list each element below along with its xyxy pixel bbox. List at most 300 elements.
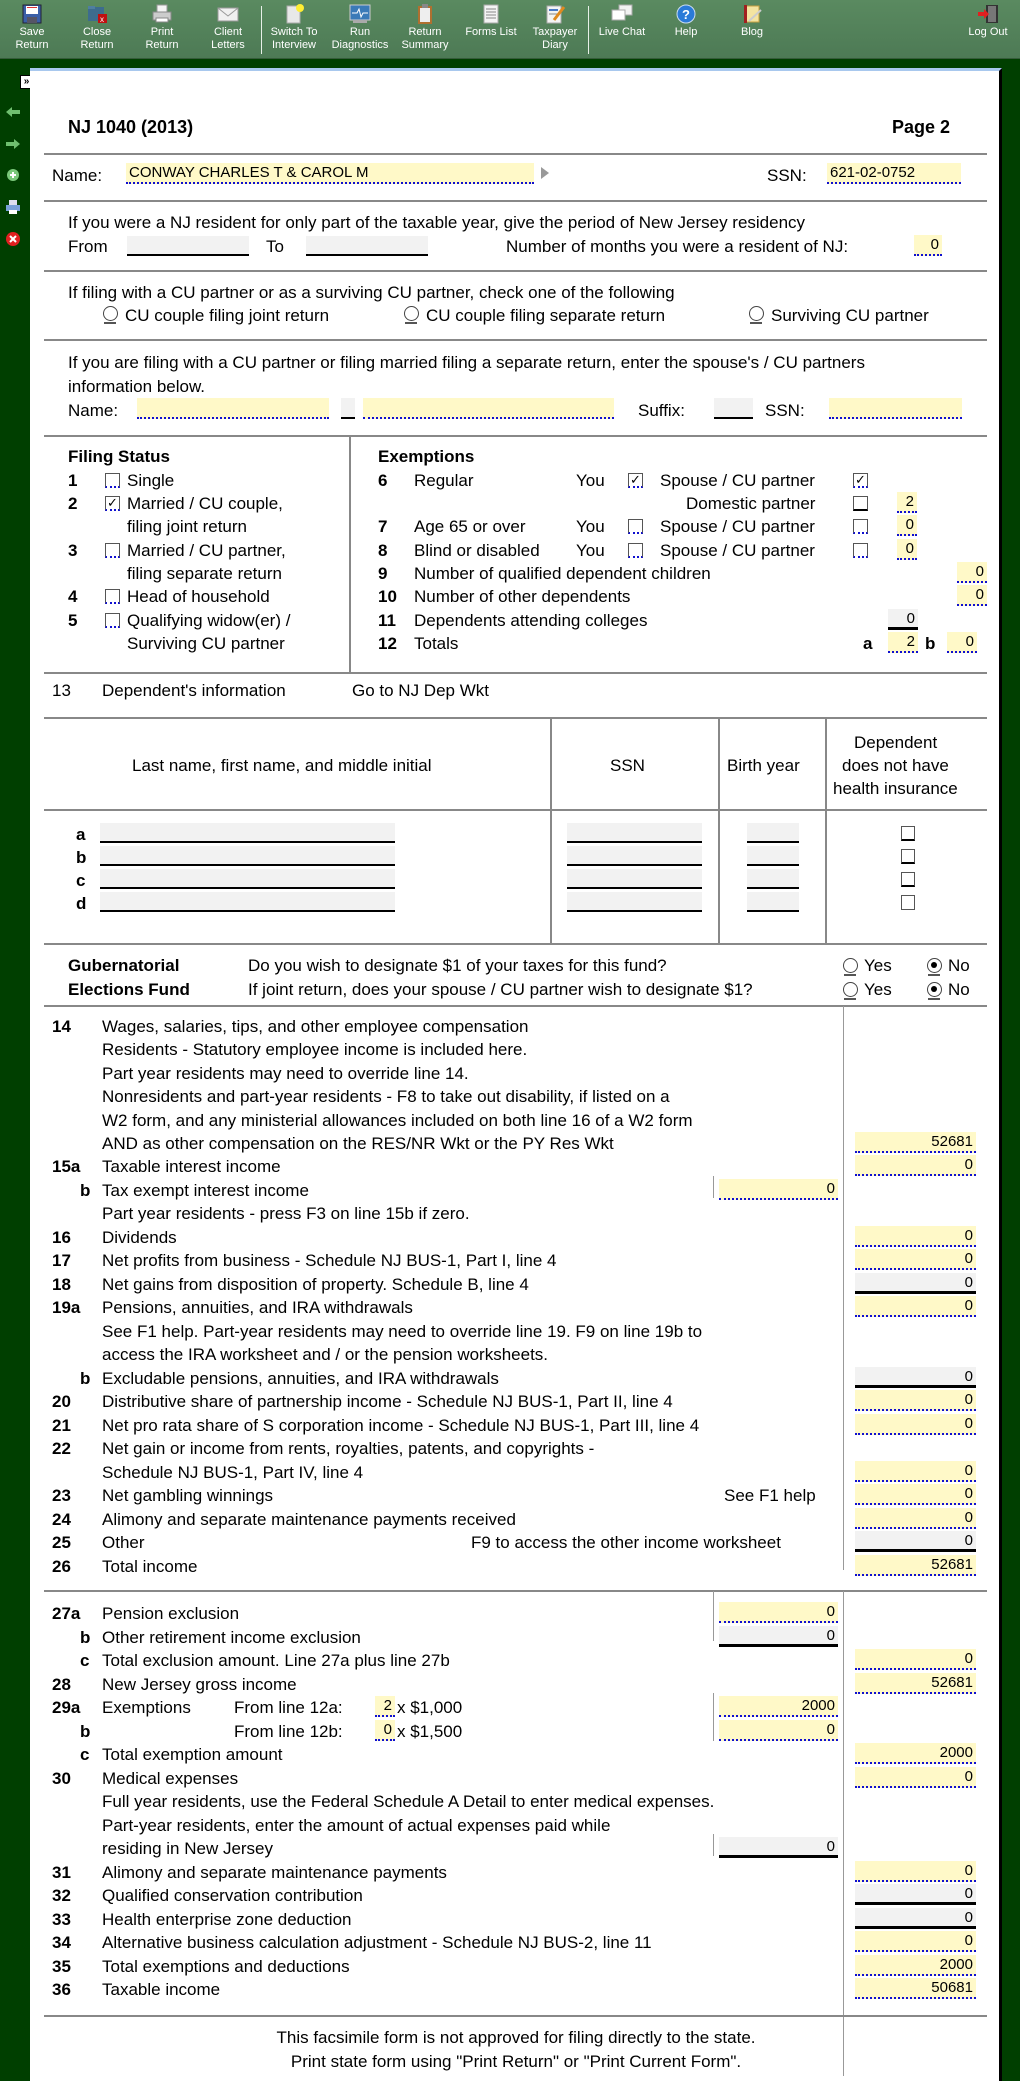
line-number: 24: [52, 1510, 71, 1529]
line-18-field[interactable]: 0: [855, 1273, 976, 1294]
divider: [44, 717, 987, 719]
live-chat-label: Live Chat: [598, 26, 646, 38]
dependents-birth-year-header: Birth year: [727, 756, 800, 775]
toolbar: [0, 0, 1020, 59]
line-27b-field[interactable]: 0: [719, 1626, 838, 1647]
line-number: 20: [52, 1392, 71, 1411]
dependent-b-ssn-field[interactable]: [567, 846, 702, 866]
line-29b-count-field[interactable]: 0: [375, 1720, 395, 1741]
svg-text:x: x: [100, 15, 104, 24]
line-29b-multiplier: x $1,500: [397, 1722, 463, 1741]
line-17-field[interactable]: 0: [855, 1249, 976, 1270]
dependent-d-ssn-field[interactable]: [567, 892, 702, 912]
blind-exemptions-count-field[interactable]: 0: [897, 539, 917, 560]
line-26-label: Total income: [102, 1557, 198, 1576]
spouse-last-name-field[interactable]: [363, 398, 614, 419]
exit-door-icon: [977, 4, 999, 24]
save-return-label: Save: [19, 26, 45, 38]
expand-panel-button[interactable]: »: [20, 75, 33, 89]
line-29a-field[interactable]: 2000: [719, 1696, 838, 1717]
residency-text: If you were a NJ resident for only part of the taxable year, give the period of New Jersey residency: [68, 213, 806, 232]
line-23-note: See F1 help: [724, 1486, 816, 1505]
dependent-row-letter: a: [76, 825, 86, 844]
line-27b-label: Other retirement income exclusion: [102, 1628, 361, 1647]
line-15b-note: Part year residents - press F3 on line 15b if zero.: [102, 1204, 470, 1223]
taxpayer-diary-label: Taxpayer: [532, 26, 578, 38]
close-return-button[interactable]: [67, 4, 127, 52]
line-number: 26: [52, 1557, 71, 1576]
client-letters-button[interactable]: [198, 4, 258, 52]
client-letters-label: Client: [213, 26, 243, 38]
cu-joint-label: CU couple filing joint return: [125, 306, 330, 325]
filing-status-heading: Filing Status: [68, 447, 170, 466]
return-summary-label-2: Summary: [401, 39, 449, 51]
spouse-text-1: If you are filing with a CU partner or filing married filing a separate return, enter the spouse's / CU partners: [68, 353, 865, 372]
dependents-name-header: Last name, first name, and middle initial: [132, 756, 432, 775]
divider: [44, 153, 987, 155]
line-number: 14: [52, 1017, 71, 1036]
line-28-label: New Jersey gross income: [102, 1675, 297, 1694]
filing-status-head-household-label: Head of household: [127, 587, 270, 606]
line-29a-count-field[interactable]: 2: [375, 1696, 395, 1717]
filing-status-married-joint-label-2: filing joint return: [127, 517, 248, 536]
divider: [44, 270, 987, 272]
line-number: 32: [52, 1886, 71, 1905]
line-22-label-2: Schedule NJ BUS-1, Part IV, line 4: [102, 1463, 364, 1482]
dependent-b-no-insurance-checkbox[interactable]: [901, 849, 915, 864]
line-19a-field[interactable]: 0: [855, 1296, 976, 1317]
from-label: From: [68, 237, 108, 256]
dependents-ssn-header: SSN: [610, 756, 645, 775]
list-document-icon: [480, 4, 502, 24]
line-21-label: Net pro rata share of S corporation income - Schedule NJ BUS-1, Part III, line 4: [102, 1416, 700, 1435]
line-number: 25: [52, 1533, 71, 1552]
return-summary-label: Return: [408, 26, 442, 38]
spouse-label: Spouse / CU partner: [660, 471, 815, 490]
you-label: You: [576, 471, 605, 490]
line-number: 35: [52, 1957, 71, 1976]
dependent-b-birth-year-field[interactable]: [747, 846, 799, 866]
forward-arrow-icon[interactable]: [5, 137, 21, 151]
line-19a-label: Pensions, annuities, and IRA withdrawals: [102, 1298, 413, 1317]
run-diagnostics-label-2: Diagnostics: [331, 39, 389, 51]
exemption-regular-label: Regular: [414, 471, 474, 490]
line-number: 29a: [52, 1698, 81, 1717]
close-return-label: Close: [82, 26, 112, 38]
yes-label: Yes: [864, 980, 892, 999]
line-number: 27a: [52, 1604, 81, 1623]
line-23-field[interactable]: 0: [855, 1484, 976, 1505]
blog-label: Blog: [740, 26, 764, 38]
line-21-field[interactable]: 0: [855, 1414, 976, 1435]
line-number: 36: [52, 1980, 71, 1999]
dependent-row-letter: b: [76, 848, 87, 867]
go-to-dep-wkt-link[interactable]: Go to NJ Dep Wkt: [352, 681, 489, 700]
left-rail: [0, 60, 28, 2081]
name-arrow-icon[interactable]: [540, 166, 550, 185]
line-28-gross-income-field[interactable]: 52681: [855, 1673, 976, 1694]
dependent-a-name-field[interactable]: [100, 823, 395, 843]
printer-icon[interactable]: [5, 200, 21, 214]
line-22-label: Net gain or income from rents, royalties, patents, and copyrights -: [102, 1439, 595, 1458]
line-32-field[interactable]: 0: [855, 1884, 976, 1905]
taxpayer-fund-no-radio[interactable]: [927, 958, 942, 973]
line-14-note-1: Residents - Statutory employee income is included here.: [102, 1040, 528, 1059]
cu-surviving-radio[interactable]: [749, 306, 764, 321]
line-number: 17: [52, 1251, 71, 1270]
column-divider: [825, 718, 827, 944]
dependent-c-birth-year-field[interactable]: [747, 869, 799, 889]
line-24-label: Alimony and separate maintenance payments received: [102, 1510, 516, 1529]
line-number: 34: [52, 1933, 71, 1952]
regular-exemptions-count-field[interactable]: 2: [897, 492, 917, 513]
exemptions-heading: Exemptions: [378, 447, 475, 466]
dependent-a-birth-year-field[interactable]: [747, 823, 799, 843]
line-34-label: Alternative business calculation adjustment - Schedule NJ BUS-2, line 11: [102, 1933, 652, 1952]
log-out-label: Log Out: [968, 26, 1008, 38]
line-15b-label: Tax exempt interest income: [102, 1181, 309, 1200]
dependents-insurance-header-2: does not have: [842, 756, 949, 775]
floppy-disk-icon: [21, 4, 43, 24]
line-27c-label: Total exclusion amount. Line 27a plus line 27b: [102, 1651, 450, 1670]
totals-b-label: b: [925, 634, 936, 653]
gubernatorial-title: Gubernatorial: [68, 956, 180, 975]
taxpayer-name-field[interactable]: CONWAY CHARLES T & CAROL M: [126, 163, 534, 184]
cu-separate-radio[interactable]: [404, 306, 419, 321]
line-number: 4: [68, 587, 78, 606]
dependent-d-no-insurance-checkbox[interactable]: [901, 895, 915, 910]
line-number: 6: [378, 471, 388, 490]
line-27a-label: Pension exclusion: [102, 1604, 240, 1623]
line-17-label: Net profits from business - Schedule NJ BUS-1, Part I, line 4: [102, 1251, 557, 1270]
divider: [44, 2015, 987, 2017]
months-label: Number of months you were a resident of NJ:: [506, 237, 849, 256]
filing-status-married-joint-checkbox[interactable]: ✓: [105, 496, 120, 511]
folder-close-icon: [86, 4, 108, 24]
age-exemptions-count-field[interactable]: 0: [897, 515, 917, 536]
filing-status-head-household-checkbox[interactable]: [105, 589, 120, 604]
gubernatorial-question-1: Do you wish to designate $1 of your taxes for this fund?: [248, 956, 667, 975]
filing-status-married-separate-label-2: filing separate return: [127, 564, 282, 583]
toolbar-separator-2: [588, 6, 589, 54]
dependent-row-letter: c: [76, 871, 86, 890]
dependent-c-no-insurance-checkbox[interactable]: [901, 872, 915, 887]
help-question-icon: [675, 4, 697, 24]
residency-from-field[interactable]: [127, 236, 249, 256]
field-divider: [713, 1834, 714, 1856]
qualified-children-label: Number of qualified dependent children: [414, 564, 711, 583]
spouse-middle-initial-field[interactable]: [341, 398, 355, 419]
help-button[interactable]: [656, 4, 716, 39]
line-number: 2: [68, 494, 78, 513]
add-circle-icon[interactable]: [5, 168, 21, 182]
dependents-label: Dependent's information: [102, 681, 286, 700]
dependent-c-ssn-field[interactable]: [567, 869, 702, 889]
form-page: [30, 68, 1002, 2081]
line-25-field[interactable]: 0: [855, 1531, 976, 1552]
cu-separate-label: CU couple filing separate return: [426, 306, 666, 325]
blind-you-checkbox[interactable]: [628, 543, 643, 558]
print-return-label-2: Return: [145, 39, 179, 51]
line-number: 10: [378, 587, 397, 606]
qualified-children-field[interactable]: 0: [957, 562, 987, 583]
totals-a-field[interactable]: 2: [888, 632, 918, 653]
line-36-label: Taxable income: [102, 1980, 221, 1999]
line-20-field[interactable]: 0: [855, 1390, 976, 1411]
save-return-button[interactable]: [2, 4, 62, 52]
dependent-d-birth-year-field[interactable]: [747, 892, 799, 912]
printer-icon: [151, 4, 173, 24]
footer-print-instructions: Print state form using "Print Return" or "Print Current Form".: [290, 2052, 742, 2071]
clipboard-icon: [414, 4, 436, 24]
other-dependents-label: Number of other dependents: [414, 587, 631, 606]
forms-list-button[interactable]: [461, 4, 521, 39]
line-number: 3: [68, 541, 78, 560]
divider: [44, 200, 987, 202]
college-dependents-field[interactable]: 0: [888, 609, 918, 630]
cu-surviving-label: Surviving CU partner: [771, 306, 929, 325]
line-number: 19a: [52, 1298, 81, 1317]
line-letter: b: [80, 1628, 91, 1647]
line-29c-label: Total exemption amount: [102, 1745, 283, 1764]
line-20-label: Distributive share of partnership income - Schedule NJ BUS-1, Part II, line 4: [102, 1392, 673, 1411]
field-divider: [713, 1176, 714, 1198]
ssn-label: SSN:: [767, 166, 807, 185]
run-diagnostics-label: Run: [349, 26, 371, 38]
line-number: 9: [378, 564, 388, 583]
divider: [44, 672, 987, 674]
dependent-d-name-field[interactable]: [100, 892, 395, 912]
age-you-checkbox[interactable]: [628, 519, 643, 534]
ssn-field[interactable]: 621-02-0752: [827, 163, 961, 184]
line-30-label: Medical expenses: [102, 1769, 239, 1788]
line-29a-multiplier: x $1,000: [397, 1698, 463, 1717]
line-30-note-2: Part-year residents, enter the amount of actual expenses paid while: [102, 1816, 611, 1835]
line-14-label: Wages, salaries, tips, and other employee compensation: [102, 1017, 529, 1036]
line-16-field[interactable]: 0: [855, 1226, 976, 1247]
spouse-first-name-field[interactable]: [137, 398, 329, 419]
back-arrow-icon[interactable]: [5, 105, 21, 119]
line-14-note-2: Part year residents may need to override line 14.: [102, 1064, 469, 1083]
toolbar-separator: [261, 6, 262, 54]
line-19b-field[interactable]: 0: [855, 1367, 976, 1388]
line-29b-from-label: From line 12b:: [234, 1722, 343, 1741]
spouse-label: Spouse / CU partner: [660, 541, 815, 560]
line-number: 8: [378, 541, 388, 560]
blog-button[interactable]: [722, 4, 782, 39]
line-14-note-3: Nonresidents and part-year residents - F8 to take out disability, if listed on a: [102, 1087, 670, 1106]
close-return-label-2: Return: [80, 39, 114, 51]
you-label: You: [576, 517, 605, 536]
run-diagnostics-button[interactable]: [330, 4, 390, 52]
line-33-field[interactable]: 0: [855, 1908, 976, 1929]
line-number: 18: [52, 1275, 71, 1294]
notepad-pencil-icon: [544, 4, 566, 24]
line-29b-field[interactable]: 0: [719, 1720, 838, 1741]
spouse-text-2: information below.: [68, 377, 206, 396]
divider: [44, 809, 987, 811]
domestic-partner-checkbox[interactable]: [853, 496, 868, 511]
domestic-partner-label: Domestic partner: [686, 494, 816, 513]
switch-to-interview-label-2: Interview: [271, 39, 317, 51]
svg-text:?: ?: [682, 7, 690, 22]
line-35-field[interactable]: 2000: [855, 1955, 976, 1976]
line-number: 13: [52, 681, 71, 700]
line-number: 7: [378, 517, 388, 536]
field-divider: [713, 1693, 714, 1741]
page-number: Page 2: [892, 117, 951, 137]
close-red-icon[interactable]: [5, 232, 21, 246]
divider: [44, 435, 987, 437]
taxpayer-diary-label-2: Diary: [542, 39, 568, 51]
filing-status-married-separate-checkbox[interactable]: [105, 543, 120, 558]
spouse-suffix-field[interactable]: [714, 398, 753, 419]
line-15b-field[interactable]: 0: [719, 1179, 838, 1200]
regular-spouse-checkbox[interactable]: ✓: [853, 473, 868, 488]
line-letter: b: [80, 1722, 91, 1741]
print-return-button[interactable]: [132, 4, 192, 52]
to-label: To: [266, 237, 284, 256]
line-letter: c: [80, 1745, 90, 1764]
line-24-field[interactable]: 0: [855, 1508, 976, 1529]
line-34-field[interactable]: 0: [855, 1931, 976, 1952]
totals-b-field[interactable]: 0: [947, 632, 977, 653]
you-label: You: [576, 541, 605, 560]
dependents-insurance-header: Dependent: [854, 733, 938, 752]
switch-to-interview-button[interactable]: [264, 4, 324, 52]
line-26-total-income-field[interactable]: 52681: [855, 1555, 976, 1576]
dependent-a-no-insurance-checkbox[interactable]: [901, 826, 915, 841]
line-14-note-5: AND as other compensation on the RES/NR Wkt or the PY Res Wkt: [102, 1134, 614, 1153]
line-25-label: Other: [102, 1533, 145, 1552]
spouse-ssn-field[interactable]: [829, 398, 962, 419]
filing-status-single-checkbox[interactable]: [105, 473, 120, 488]
line-number: 15a: [52, 1157, 81, 1176]
line-27a-field[interactable]: 0: [719, 1602, 838, 1623]
line-number: 30: [52, 1769, 71, 1788]
return-summary-button[interactable]: [395, 4, 455, 52]
filing-status-widow-checkbox[interactable]: [105, 613, 120, 628]
line-36-taxable-income-field[interactable]: 50681: [855, 1978, 976, 1999]
spouse-fund-no-radio[interactable]: [927, 982, 942, 997]
log-out-button[interactable]: [958, 4, 1018, 39]
gubernatorial-title-2: Elections Fund: [68, 980, 190, 999]
line-33-label: Health enterprise zone deduction: [102, 1910, 352, 1929]
yes-label: Yes: [864, 956, 892, 975]
dependent-c-name-field[interactable]: [100, 869, 395, 889]
line-15a-field[interactable]: 0: [855, 1155, 976, 1176]
no-label: No: [948, 980, 970, 999]
help-label: Help: [674, 26, 698, 38]
line-number: 1: [68, 471, 78, 490]
taxpayer-diary-button[interactable]: [525, 4, 585, 52]
chat-bubbles-icon: [611, 4, 633, 24]
taxpayer-fund-yes-radio[interactable]: [843, 958, 858, 973]
name-label: Name:: [52, 166, 103, 185]
blind-spouse-checkbox[interactable]: [853, 543, 868, 558]
line-14-wages-field[interactable]: 52681: [855, 1132, 976, 1153]
field-divider: [713, 1591, 714, 1641]
totals-label: Totals: [414, 634, 459, 653]
line-31-label: Alimony and separate maintenance payments: [102, 1863, 447, 1882]
envelope-icon: [217, 4, 239, 24]
line-30-field[interactable]: 0: [855, 1767, 976, 1788]
line-14-note-4: W2 form, and any ministerial allowances included on both line 16 of a W2 form: [102, 1111, 693, 1130]
exemption-age-label: Age 65 or over: [414, 517, 526, 536]
column-divider: [550, 718, 552, 944]
divider: [44, 339, 987, 341]
line-22-field[interactable]: 0: [855, 1461, 976, 1482]
line-30-note-1: Full year residents, use the Federal Schedule A Detail to enter medical expenses.: [102, 1792, 715, 1811]
client-letters-label-2: Letters: [211, 39, 245, 51]
line-31-field[interactable]: 0: [855, 1861, 976, 1882]
line-18-label: Net gains from disposition of property. Schedule B, line 4: [102, 1275, 529, 1294]
spouse-label: Spouse / CU partner: [660, 517, 815, 536]
line-27c-field[interactable]: 0: [855, 1649, 976, 1670]
line-19-note-2: access the IRA worksheet and / or the pension worksheets.: [102, 1345, 549, 1364]
line-number: 31: [52, 1863, 71, 1882]
line-letter: c: [80, 1651, 90, 1670]
filing-status-single-label: Single: [127, 471, 175, 490]
exemption-blind-label: Blind or disabled: [414, 541, 540, 560]
cu-joint-radio[interactable]: [103, 306, 118, 321]
switch-to-interview-label: Switch To: [270, 26, 318, 38]
age-spouse-checkbox[interactable]: [853, 519, 868, 534]
line-19-note-1: See F1 help. Part-year residents may need to override line 19. F9 on line 19b to: [102, 1322, 703, 1341]
line-16-label: Dividends: [102, 1228, 177, 1247]
monitor-pulse-icon: [349, 4, 371, 24]
line-25-note: F9 to access the other income worksheet: [471, 1533, 781, 1552]
filing-status-married-separate-label: Married / CU partner,: [127, 541, 286, 560]
cu-text: If filing with a CU partner or as a surviving CU partner, check one of the following: [68, 283, 675, 302]
months-resident-field[interactable]: 0: [914, 235, 942, 256]
spouse-fund-yes-radio[interactable]: [843, 982, 858, 997]
totals-a-label: a: [863, 634, 873, 653]
footer-disclaimer: This facsimile form is not approved for filing directly to the state.: [276, 2028, 756, 2047]
dependent-a-ssn-field[interactable]: [567, 823, 702, 843]
line-letter: b: [80, 1181, 91, 1200]
line-number: 22: [52, 1439, 71, 1458]
divider: [44, 943, 987, 945]
line-number: 5: [68, 611, 78, 630]
line-30-note-3: residing in New Jersey: [102, 1839, 274, 1858]
line-number: 28: [52, 1675, 71, 1694]
line-32-label: Qualified conservation contribution: [102, 1886, 363, 1905]
divider: [44, 1005, 987, 1007]
dependent-b-name-field[interactable]: [100, 846, 395, 866]
line-19b-label: Excludable pensions, annuities, and IRA withdrawals: [102, 1369, 499, 1388]
line-number: 11: [378, 611, 396, 630]
line-15a-label: Taxable interest income: [102, 1157, 281, 1176]
filing-status-widow-label-2: Surviving CU partner: [127, 634, 285, 653]
divider: [44, 1590, 987, 1592]
line-29a-from-label: From line 12a:: [234, 1698, 343, 1717]
live-chat-button[interactable]: [592, 4, 652, 39]
other-dependents-field[interactable]: 0: [957, 585, 987, 606]
print-return-label: Print: [150, 26, 174, 38]
line-30-nj-expenses-field[interactable]: 0: [719, 1837, 838, 1858]
column-divider: [718, 718, 720, 944]
column-divider: [843, 1006, 844, 1570]
line-number: 33: [52, 1910, 71, 1929]
no-label: No: [948, 956, 970, 975]
line-29a-label: Exemptions: [102, 1698, 191, 1717]
regular-you-checkbox[interactable]: ✓: [628, 473, 643, 488]
line-29c-field[interactable]: 2000: [855, 1743, 976, 1764]
save-return-label-2: Return: [15, 39, 49, 51]
suffix-label: Suffix:: [638, 401, 685, 420]
residency-to-field[interactable]: [306, 236, 428, 256]
